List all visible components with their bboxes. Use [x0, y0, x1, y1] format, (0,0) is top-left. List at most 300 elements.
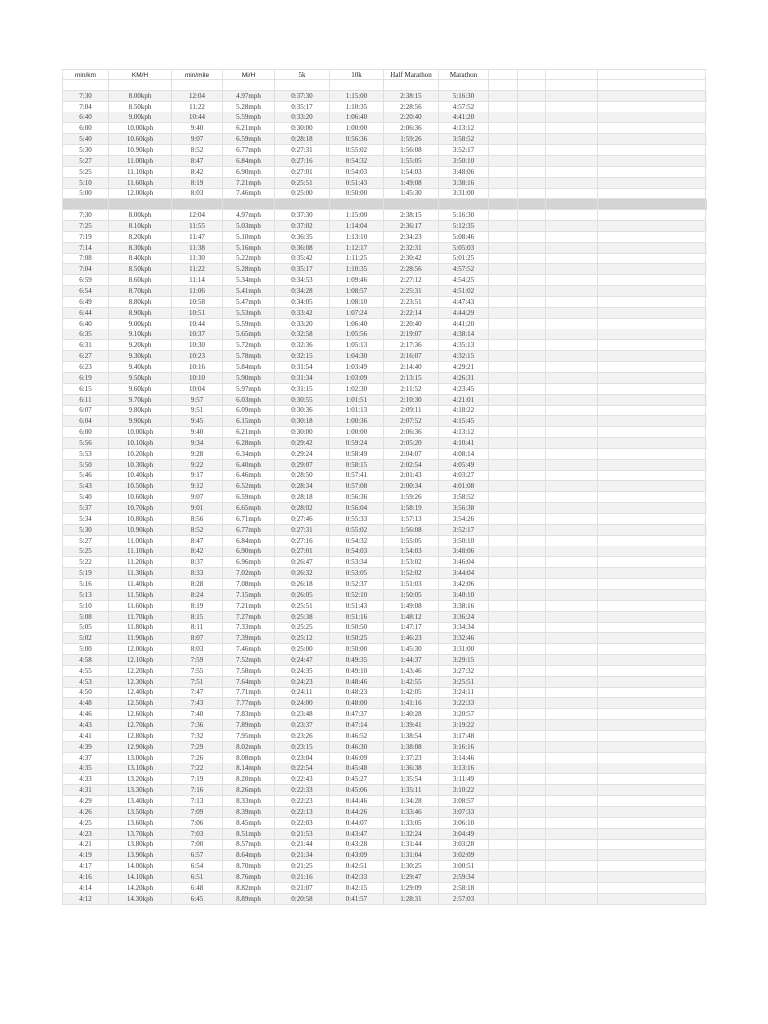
table-cell[interactable]: 8.50kph: [109, 264, 172, 275]
table-cell[interactable]: 0:37:02: [275, 221, 330, 232]
table-cell[interactable]: [489, 449, 518, 460]
table-cell[interactable]: 1:08:57: [330, 286, 384, 297]
table-cell[interactable]: 0:22:13: [275, 807, 330, 818]
column-header[interactable]: min/mile: [172, 69, 223, 80]
table-cell[interactable]: 7.64mph: [223, 677, 275, 688]
table-cell[interactable]: [439, 80, 489, 91]
table-cell[interactable]: [546, 698, 598, 709]
table-cell[interactable]: [489, 123, 518, 134]
table-cell[interactable]: [489, 677, 518, 688]
table-cell[interactable]: 5.78mph: [223, 351, 275, 362]
table-cell[interactable]: 10:58: [172, 297, 223, 308]
table-cell[interactable]: 5:50: [62, 460, 109, 471]
table-cell[interactable]: [546, 156, 598, 167]
table-cell[interactable]: 8.89mph: [223, 894, 275, 905]
table-cell[interactable]: [518, 731, 546, 742]
table-cell[interactable]: 1:45:30: [384, 644, 439, 655]
table-cell[interactable]: [598, 112, 706, 123]
table-cell[interactable]: 2:27:12: [384, 275, 439, 286]
table-cell[interactable]: [598, 666, 706, 677]
table-cell[interactable]: 3:52:17: [439, 525, 489, 536]
table-cell[interactable]: 2:00:34: [384, 481, 439, 492]
table-cell[interactable]: 7.39mph: [223, 633, 275, 644]
table-cell[interactable]: 2:14:40: [384, 362, 439, 373]
table-cell[interactable]: 4:14: [62, 883, 109, 894]
table-cell[interactable]: [546, 568, 598, 579]
table-cell[interactable]: 7.71mph: [223, 687, 275, 698]
table-cell[interactable]: 6.52mph: [223, 481, 275, 492]
table-cell[interactable]: 7.95mph: [223, 731, 275, 742]
column-header[interactable]: Half Marathon: [384, 69, 439, 80]
table-cell[interactable]: [598, 178, 706, 189]
table-cell[interactable]: 8:37: [172, 557, 223, 568]
table-cell[interactable]: 1:14:04: [330, 221, 384, 232]
table-cell[interactable]: [546, 199, 598, 210]
table-cell[interactable]: 12.70kph: [109, 720, 172, 731]
table-cell[interactable]: [598, 145, 706, 156]
table-cell[interactable]: [518, 286, 546, 297]
table-cell[interactable]: 4:31: [62, 785, 109, 796]
table-cell[interactable]: 8:47: [172, 536, 223, 547]
table-cell[interactable]: 1:05:13: [330, 340, 384, 351]
table-cell[interactable]: 0:46:30: [330, 742, 384, 753]
table-cell[interactable]: [546, 850, 598, 861]
table-cell[interactable]: 6.40mph: [223, 460, 275, 471]
table-cell[interactable]: [518, 568, 546, 579]
table-cell[interactable]: 7:14: [62, 243, 109, 254]
table-cell[interactable]: 0:28:02: [275, 503, 330, 514]
table-cell[interactable]: [598, 492, 706, 503]
table-cell[interactable]: 6.46mph: [223, 470, 275, 481]
table-cell[interactable]: 1:38:54: [384, 731, 439, 742]
table-cell[interactable]: 0:36:35: [275, 232, 330, 243]
table-cell[interactable]: [598, 188, 706, 199]
table-cell[interactable]: 0:29:07: [275, 460, 330, 471]
column-header[interactable]: min/km: [62, 69, 109, 80]
table-cell[interactable]: 11:38: [172, 243, 223, 254]
table-cell[interactable]: [546, 373, 598, 384]
table-cell[interactable]: 11.30kph: [109, 568, 172, 579]
table-cell[interactable]: [598, 210, 706, 221]
table-cell[interactable]: 4:41:20: [439, 319, 489, 330]
table-cell[interactable]: 8.90kph: [109, 308, 172, 319]
table-cell[interactable]: 1:34:28: [384, 796, 439, 807]
column-header[interactable]: [489, 69, 518, 80]
table-cell[interactable]: 3:10:22: [439, 785, 489, 796]
table-cell[interactable]: 1:56:08: [384, 525, 439, 536]
table-cell[interactable]: 8:42: [172, 546, 223, 557]
table-cell[interactable]: 5.10mph: [223, 232, 275, 243]
table-cell[interactable]: 2:02:54: [384, 460, 439, 471]
table-cell[interactable]: [489, 329, 518, 340]
table-cell[interactable]: 4:08:14: [439, 449, 489, 460]
table-cell[interactable]: 0:53:34: [330, 557, 384, 568]
table-cell[interactable]: 0:30:00: [275, 427, 330, 438]
table-cell[interactable]: 6:15: [62, 384, 109, 395]
table-cell[interactable]: 10.80kph: [109, 514, 172, 525]
table-cell[interactable]: [489, 286, 518, 297]
column-header[interactable]: KM/H: [109, 69, 172, 80]
table-cell[interactable]: 1:41:16: [384, 698, 439, 709]
table-cell[interactable]: [489, 785, 518, 796]
table-cell[interactable]: [598, 872, 706, 883]
table-cell[interactable]: 12.20kph: [109, 666, 172, 677]
table-cell[interactable]: [489, 384, 518, 395]
table-cell[interactable]: 5.90mph: [223, 373, 275, 384]
table-cell[interactable]: 0:27:16: [275, 536, 330, 547]
table-cell[interactable]: 2:20:40: [384, 319, 439, 330]
table-cell[interactable]: 6:00: [62, 123, 109, 134]
table-cell[interactable]: [546, 264, 598, 275]
table-cell[interactable]: 13.20kph: [109, 774, 172, 785]
table-cell[interactable]: [546, 829, 598, 840]
table-cell[interactable]: [598, 253, 706, 264]
table-cell[interactable]: 0:27:01: [275, 546, 330, 557]
table-cell[interactable]: [489, 579, 518, 590]
table-cell[interactable]: [546, 579, 598, 590]
table-cell[interactable]: 9:57: [172, 395, 223, 406]
table-cell[interactable]: 3:31:00: [439, 188, 489, 199]
table-cell[interactable]: 0:51:43: [330, 178, 384, 189]
table-cell[interactable]: [598, 763, 706, 774]
table-cell[interactable]: 1:55:05: [384, 536, 439, 547]
table-cell[interactable]: [518, 677, 546, 688]
table-cell[interactable]: [598, 774, 706, 785]
table-cell[interactable]: 7:25: [62, 221, 109, 232]
table-cell[interactable]: [598, 590, 706, 601]
table-cell[interactable]: 9.40kph: [109, 362, 172, 373]
table-cell[interactable]: 6:07: [62, 405, 109, 416]
table-cell[interactable]: 7.77mph: [223, 698, 275, 709]
table-cell[interactable]: 6:57: [172, 850, 223, 861]
table-cell[interactable]: [598, 438, 706, 449]
table-cell[interactable]: 0:47:14: [330, 720, 384, 731]
table-cell[interactable]: 9:51: [172, 405, 223, 416]
table-cell[interactable]: 1:00:00: [330, 123, 384, 134]
table-cell[interactable]: [598, 481, 706, 492]
table-cell[interactable]: 0:37:30: [275, 210, 330, 221]
table-cell[interactable]: 8.39mph: [223, 807, 275, 818]
table-cell[interactable]: [489, 188, 518, 199]
table-cell[interactable]: 0:50:00: [330, 644, 384, 655]
table-cell[interactable]: [489, 112, 518, 123]
table-cell[interactable]: 2:36:17: [384, 221, 439, 232]
table-cell[interactable]: 12.60kph: [109, 709, 172, 720]
table-cell[interactable]: 7.08mph: [223, 579, 275, 590]
table-cell[interactable]: [518, 91, 546, 102]
table-cell[interactable]: [518, 297, 546, 308]
table-cell[interactable]: [546, 112, 598, 123]
table-cell[interactable]: [598, 275, 706, 286]
table-cell[interactable]: 0:22:43: [275, 774, 330, 785]
table-cell[interactable]: 1:52:02: [384, 568, 439, 579]
table-cell[interactable]: [598, 644, 706, 655]
table-cell[interactable]: 5:27: [62, 156, 109, 167]
table-cell[interactable]: [518, 221, 546, 232]
table-cell[interactable]: [546, 633, 598, 644]
table-cell[interactable]: 4:41: [62, 731, 109, 742]
table-cell[interactable]: 0:52:10: [330, 590, 384, 601]
table-cell[interactable]: 0:43:09: [330, 850, 384, 861]
table-cell[interactable]: 0:23:26: [275, 731, 330, 742]
table-cell[interactable]: 11.40kph: [109, 579, 172, 590]
table-cell[interactable]: 0:28:34: [275, 481, 330, 492]
table-cell[interactable]: [546, 427, 598, 438]
table-cell[interactable]: [518, 156, 546, 167]
table-cell[interactable]: 3:19:22: [439, 720, 489, 731]
table-cell[interactable]: [598, 427, 706, 438]
table-cell[interactable]: 4:01:08: [439, 481, 489, 492]
table-cell[interactable]: 5:25: [62, 167, 109, 178]
table-cell[interactable]: [62, 199, 109, 210]
table-cell[interactable]: [598, 687, 706, 698]
table-cell[interactable]: 2:22:14: [384, 308, 439, 319]
table-cell[interactable]: 6.77mph: [223, 525, 275, 536]
table-cell[interactable]: [518, 232, 546, 243]
table-cell[interactable]: [546, 178, 598, 189]
table-cell[interactable]: 2:06:36: [384, 427, 439, 438]
table-cell[interactable]: [489, 80, 518, 91]
table-cell[interactable]: [518, 590, 546, 601]
table-cell[interactable]: [598, 351, 706, 362]
table-cell[interactable]: 11.60kph: [109, 601, 172, 612]
table-cell[interactable]: 4:05:49: [439, 460, 489, 471]
table-cell[interactable]: [546, 601, 598, 612]
table-cell[interactable]: 8:19: [172, 601, 223, 612]
table-cell[interactable]: 7:36: [172, 720, 223, 731]
table-cell[interactable]: 10:23: [172, 351, 223, 362]
table-cell[interactable]: [598, 460, 706, 471]
table-cell[interactable]: 1:38:08: [384, 742, 439, 753]
table-cell[interactable]: 5:53: [62, 449, 109, 460]
table-cell[interactable]: 0:54:32: [330, 156, 384, 167]
table-cell[interactable]: 3:11:49: [439, 774, 489, 785]
table-cell[interactable]: 5.59mph: [223, 112, 275, 123]
table-cell[interactable]: 0:42:33: [330, 872, 384, 883]
table-cell[interactable]: [546, 470, 598, 481]
table-cell[interactable]: [546, 449, 598, 460]
table-cell[interactable]: [546, 687, 598, 698]
table-cell[interactable]: 6.65mph: [223, 503, 275, 514]
table-cell[interactable]: [489, 264, 518, 275]
table-cell[interactable]: [598, 525, 706, 536]
table-cell[interactable]: [489, 156, 518, 167]
table-cell[interactable]: 0:23:48: [275, 709, 330, 720]
table-cell[interactable]: [518, 644, 546, 655]
table-cell[interactable]: [546, 536, 598, 547]
table-cell[interactable]: [598, 134, 706, 145]
table-cell[interactable]: 0:55:02: [330, 525, 384, 536]
table-cell[interactable]: [489, 525, 518, 536]
table-cell[interactable]: [598, 829, 706, 840]
table-cell[interactable]: 6.96mph: [223, 557, 275, 568]
table-cell[interactable]: 2:38:15: [384, 91, 439, 102]
table-cell[interactable]: 12.90kph: [109, 742, 172, 753]
table-cell[interactable]: [518, 698, 546, 709]
table-cell[interactable]: [518, 622, 546, 633]
table-cell[interactable]: 7:06: [172, 818, 223, 829]
table-cell[interactable]: 12.40kph: [109, 687, 172, 698]
table-cell[interactable]: 10:30: [172, 340, 223, 351]
table-cell[interactable]: 4:54:25: [439, 275, 489, 286]
table-cell[interactable]: [518, 796, 546, 807]
table-cell[interactable]: 0:45:48: [330, 763, 384, 774]
table-cell[interactable]: 4:17: [62, 861, 109, 872]
table-cell[interactable]: [489, 102, 518, 113]
table-cell[interactable]: 0:32:58: [275, 329, 330, 340]
table-cell[interactable]: [489, 753, 518, 764]
table-cell[interactable]: [598, 395, 706, 406]
table-cell[interactable]: [518, 395, 546, 406]
table-cell[interactable]: [598, 796, 706, 807]
table-cell[interactable]: [439, 199, 489, 210]
table-cell[interactable]: 0:57:08: [330, 481, 384, 492]
table-cell[interactable]: 8:11: [172, 622, 223, 633]
table-cell[interactable]: [546, 91, 598, 102]
column-header[interactable]: [598, 69, 706, 80]
table-cell[interactable]: 1:39:41: [384, 720, 439, 731]
table-cell[interactable]: [518, 145, 546, 156]
table-cell[interactable]: 7:19: [172, 774, 223, 785]
table-cell[interactable]: [489, 243, 518, 254]
table-cell[interactable]: 0:48:00: [330, 698, 384, 709]
table-cell[interactable]: [598, 536, 706, 547]
table-cell[interactable]: [546, 742, 598, 753]
table-cell[interactable]: [518, 720, 546, 731]
table-cell[interactable]: 6:49: [62, 297, 109, 308]
table-cell[interactable]: 0:32:15: [275, 351, 330, 362]
table-cell[interactable]: 9.30kph: [109, 351, 172, 362]
table-cell[interactable]: [546, 666, 598, 677]
table-cell[interactable]: [518, 579, 546, 590]
table-cell[interactable]: 0:21:44: [275, 839, 330, 850]
table-cell[interactable]: [546, 134, 598, 145]
table-cell[interactable]: 4:23:45: [439, 384, 489, 395]
table-cell[interactable]: 1:45:30: [384, 188, 439, 199]
table-cell[interactable]: 6:45: [172, 894, 223, 905]
table-cell[interactable]: 1:06:40: [330, 112, 384, 123]
table-cell[interactable]: [546, 514, 598, 525]
table-cell[interactable]: 3:27:32: [439, 666, 489, 677]
table-cell[interactable]: 7:04: [62, 264, 109, 275]
table-cell[interactable]: [598, 861, 706, 872]
table-cell[interactable]: 1:12:17: [330, 243, 384, 254]
table-cell[interactable]: 13.60kph: [109, 818, 172, 829]
table-cell[interactable]: 4.97mph: [223, 91, 275, 102]
table-cell[interactable]: 0:22:23: [275, 796, 330, 807]
table-cell[interactable]: 0:23:37: [275, 720, 330, 731]
table-cell[interactable]: [489, 438, 518, 449]
table-cell[interactable]: 6:04: [62, 416, 109, 427]
table-cell[interactable]: [518, 709, 546, 720]
table-cell[interactable]: [489, 221, 518, 232]
table-cell[interactable]: 6.59mph: [223, 134, 275, 145]
table-cell[interactable]: [598, 286, 706, 297]
table-cell[interactable]: 10.60kph: [109, 492, 172, 503]
table-cell[interactable]: 4:33: [62, 774, 109, 785]
table-cell[interactable]: 0:26:05: [275, 590, 330, 601]
table-cell[interactable]: 8.20mph: [223, 774, 275, 785]
table-cell[interactable]: [223, 199, 275, 210]
table-cell[interactable]: 0:31:54: [275, 362, 330, 373]
table-cell[interactable]: 4:57:52: [439, 264, 489, 275]
table-cell[interactable]: 1:00:00: [330, 427, 384, 438]
table-cell[interactable]: 1:15:00: [330, 210, 384, 221]
table-cell[interactable]: [598, 633, 706, 644]
table-cell[interactable]: 5:19: [62, 568, 109, 579]
table-cell[interactable]: 4:29: [62, 796, 109, 807]
table-cell[interactable]: 13.90kph: [109, 850, 172, 861]
table-cell[interactable]: 1:09:46: [330, 275, 384, 286]
table-cell[interactable]: 0:55:33: [330, 514, 384, 525]
table-cell[interactable]: [489, 720, 518, 731]
table-cell[interactable]: [598, 894, 706, 905]
table-cell[interactable]: 9.90kph: [109, 416, 172, 427]
table-cell[interactable]: 1:03:49: [330, 362, 384, 373]
table-cell[interactable]: 2:11:52: [384, 384, 439, 395]
table-cell[interactable]: 9:28: [172, 449, 223, 460]
table-cell[interactable]: 5:30: [62, 525, 109, 536]
table-cell[interactable]: [330, 199, 384, 210]
table-cell[interactable]: 5:00: [62, 188, 109, 199]
table-cell[interactable]: 4:03:27: [439, 470, 489, 481]
table-cell[interactable]: 2:30:42: [384, 253, 439, 264]
table-cell[interactable]: 4:53: [62, 677, 109, 688]
table-cell[interactable]: [489, 861, 518, 872]
table-cell[interactable]: [546, 709, 598, 720]
table-cell[interactable]: 13.40kph: [109, 796, 172, 807]
table-cell[interactable]: 8.14mph: [223, 763, 275, 774]
table-cell[interactable]: 0:35:17: [275, 102, 330, 113]
table-cell[interactable]: 9.20kph: [109, 340, 172, 351]
table-cell[interactable]: [546, 839, 598, 850]
table-cell[interactable]: 6.09mph: [223, 405, 275, 416]
table-cell[interactable]: [489, 308, 518, 319]
table-cell[interactable]: 1:03:09: [330, 373, 384, 384]
table-cell[interactable]: 7.15mph: [223, 590, 275, 601]
table-cell[interactable]: 0:56:36: [330, 492, 384, 503]
table-cell[interactable]: 13.70kph: [109, 829, 172, 840]
table-cell[interactable]: [546, 503, 598, 514]
table-cell[interactable]: 2:10:30: [384, 395, 439, 406]
table-cell[interactable]: 1:10:35: [330, 102, 384, 113]
table-cell[interactable]: 5:46: [62, 470, 109, 481]
table-cell[interactable]: [598, 731, 706, 742]
table-cell[interactable]: 5.41mph: [223, 286, 275, 297]
table-cell[interactable]: 5:34: [62, 514, 109, 525]
table-cell[interactable]: [518, 340, 546, 351]
table-cell[interactable]: 9:07: [172, 134, 223, 145]
table-cell[interactable]: 1:29:47: [384, 872, 439, 883]
table-cell[interactable]: 9:45: [172, 416, 223, 427]
table-cell[interactable]: 6:44: [62, 308, 109, 319]
table-cell[interactable]: [546, 308, 598, 319]
table-cell[interactable]: [546, 329, 598, 340]
table-cell[interactable]: 0:57:41: [330, 470, 384, 481]
table-cell[interactable]: 1:44:37: [384, 655, 439, 666]
table-cell[interactable]: 7:51: [172, 677, 223, 688]
table-cell[interactable]: 0:44:46: [330, 796, 384, 807]
table-cell[interactable]: [598, 818, 706, 829]
table-cell[interactable]: [546, 102, 598, 113]
table-cell[interactable]: [489, 167, 518, 178]
column-header[interactable]: [546, 69, 598, 80]
table-cell[interactable]: 11:06: [172, 286, 223, 297]
table-cell[interactable]: 5:05: [62, 622, 109, 633]
table-cell[interactable]: 8.76mph: [223, 872, 275, 883]
table-cell[interactable]: [489, 340, 518, 351]
table-cell[interactable]: 0:20:58: [275, 894, 330, 905]
